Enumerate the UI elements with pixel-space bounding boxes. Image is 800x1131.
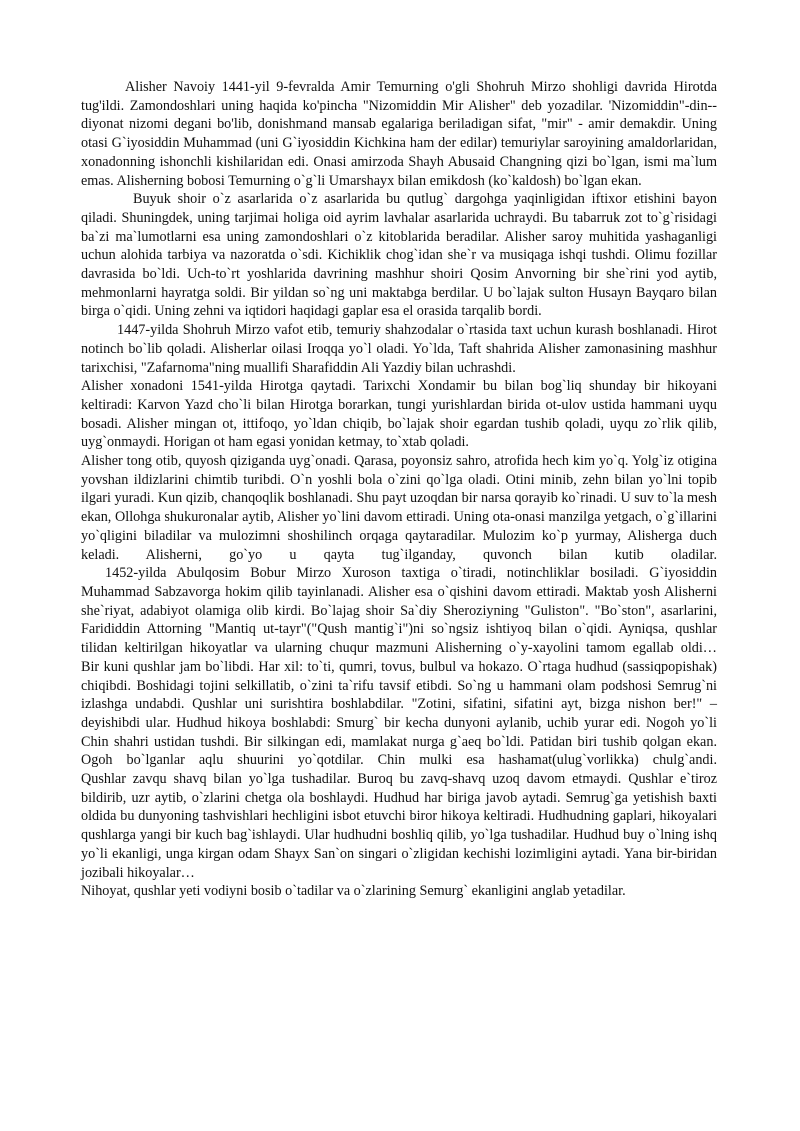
paragraph-birds-gather: Bir kuni qushlar jam bo`libdi. Har xil: to`ti, qumri, tovus, bulbul va hokazo. O`rtaga hudhud (sassiqpopishak) chiqibdi. Boshidagi tojini selkillatib, o`zini ta`rifu tavsif etibdi. So`ng u hammani olam podshosi Semrug`ni izlashga undabdi. Qushlar uni surishtira boshlabdilar. "Zotini, sifatini, sifatini ayt, bizga nishon ber!" – deyishibdi ular. Hudhud hikoya boshlabdi: Smurg` bir kecha dunyoni aylanib, uchib yurar edi. Nogoh yo`li Chin shahri ustidan tushdi. Bir silkingan edi, mamlakat nurga g`aeq bo`ldi. Patidan biri tushib qolgan ekan. Ogoh bo`lganlar aqlu shuurini yo`qotdilar. Chin mulki esa hashamat(ulug`vorlikka) chulg`andi. — [81, 658, 717, 769]
paragraph-childhood: Buyuk shoir o`z asarlarida o`z asarlarida bu qutlug` dargohga yaqinligidan iftixor etishini bayon qiladi. Shuningdek, uning tarjimai holiga oid ayrim lavhalar asarlarida uchraydi. Bu tabarruk zot to`g`risidagi ba`zi ma`lumotlarni esa uning zamondoshlari o`z kitoblarida beradilar. Alisher saroy muhitida yashaganligi uchun alohida tarbiya va nazoratda o`sdi. Kichiklik chog`idan she`r va musiqaga ishqi tushdi. Olimu fozillar davrasida bo`ldi. Uch-to`rt yoshlarida davrining mashhur shoiri Qosim Anvorning bir she`rini yod aytib, mehmonlarni hayratga soldi. Bir yildan so`ng uni maktabga berdilar. U bo`lajak sulton Husayn Bayqaro bilan birga o`qidi. Uning zehni va iqtidori haqidagi gaplar esa el orasida tarqalib bordi. — [81, 191, 717, 320]
paragraph-1452: 1452-yilda Abulqosim Bobur Mirzo Xuroson taxtiga o`tiradi, notinchliklar bosiladi. G`iyosiddin Muhammad Sabzavorga hokim qilib tayinlanadi. Alisher esa o`qishini davom ettiradi. Maktab yosh Alisherni she`riyat, adabiyot olamiga olib kirdi. Bo`lajag shoir Sa`diy Sheroziyning "Guliston". "Bo`ston", asarlarini, Farididdin Attorning "Mantiq ut-tayr"("Qush mantig`i")ni so`ngsiz ishtiyoq bilan o`qidi. Ayniqsa, qushlar tilidan keltirilgan hikoyatlar va ularning chuqur mazmuni Alisherning o`y-xayolini tamom egallab oldi… — [81, 565, 717, 657]
paragraph-conclusion: Nihoyat, qushlar yeti vodiyni bosib o`tadilar va o`zlarining Semurg` ekanligini anglab yetadilar. — [81, 883, 626, 900]
paragraph-birth: Alisher Navoiy 1441-yil 9-fevralda Amir Temurning o'gli Shohruh Mirzo shohligi davrida Hirotda tug'ildi. Zamondoshlari uning haqida ko'pincha "Nizomiddin Mir Alisher" deb yozadilar. 'Nizomiddin"-din--diyonat nizomi degani bo'lib, donishmand mansab egalariga beriladigan sifat, "mir" - amir demakdir. Uning otasi G`iyosiddin Muhammad (uni G`iyosiddin Kichkina ham der edilar) temuriylar saroyining amaldorlaridan, xonadonning ishonchli kishilaridan edi. Onasi amirzoda Shayh Abusaid Changning qizi bo`lgan, ismi ma`lum emas. Alisherning bobosi Temurning o`g`li Umarshayx bilan emikdosh (ko`kaldosh) bo`lgan ekan. — [81, 79, 717, 189]
paragraph-desert: Alisher tong otib, quyosh qiziganda uyg`onadi. Qarasa, poyonsiz sahro, atrofida hech kim yo`q. Yolg`iz otigina yovshan ildizlarini chimtib turibdi. O`n yoshli bola o`zini qo`lga oladi. Otini minib, zehn bilan yo`lni topib ilgari yuradi. Kun qizib, chanqoqlik boshlanadi. Shu payt uzoqdan bir narsa qorayib ko`rinadi. U suv to`la mesh ekan, Ollohga shukuronalar aytib, Alisher yo`lini davom ettiradi. Uning ota-onasi manzilga yetgach, o`g`illarini yo`qligini biladilar va mulozimni shoshilinch orqaga qaytaradilar. Mulozim ko`p yurmay, Alisherga duch keladi. Alisherni, go`yo u qayta tug`ilganday, quvonch bilan kutib oladilar. — [81, 453, 717, 563]
paragraph-journey: Qushlar zavqu shavq bilan yo`lga tushadilar. Buroq bu zavq-shavq uzoq davom etmaydi. Qushlar e`tiroz bildirib, uzr aytib, o`zlarini chetga ola boshlaydi. Hudhud har biriga javob aytadi. Semrug`ga yetishish baxti oldida bu dunyoning tashvishlari hechligini isbot etuvchi biror hikoya keltiradi. Hudhudning gaplari, hikoyalari qushlarga yangi bir kuch bag`ishlaydi. Ular hudhudni boshliq qilib, yo`lga tushadilar. Hudhud buy o`lning ishq yo`li ekanligi, unga kirgan odam Shayx San`on singari o`zligidan kechishi lozimligini aytadi. Yana bir-biridan jozibali hikoyalar… — [81, 771, 717, 881]
paragraph-return-hirot: Alisher xonadoni 1541-yilda Hirotga qaytadi. Tarixchi Xondamir bu bilan bog`liq shunday bir hikoyani keltiradi: Karvon Yazd cho`li bilan Hirotga borarkan, tungi yurishlardan birida ot-ulov ustida hammani uyqu bosadi. Alisher mingan ot, ittifoqo, yo`ldan chiqib, bo`lajak shoir egardan tushib qoladi, uyqu zo`rlik qilib, uyg`onmaydi. Horigan ot ham egasi yonidan ketmay, to`xtab qoladi. — [81, 378, 717, 451]
document-page — [81, 78, 717, 901]
paragraph-1447: 1447-yilda Shohruh Mirzo vafot etib, temuriy shahzodalar o`rtasida taxt uchun kurash boshlanadi. Hirot notinch bo`lib qoladi. Alisherlar oilasi Iroqqa yo`l oladi. Yo`lda, Taft shahrida Alisher zamonasining mashhur tarixchisi, "Zafarnoma"ning muallifi Sharafiddin Ali Yazdiy bilan uchrashdi. — [81, 322, 717, 376]
